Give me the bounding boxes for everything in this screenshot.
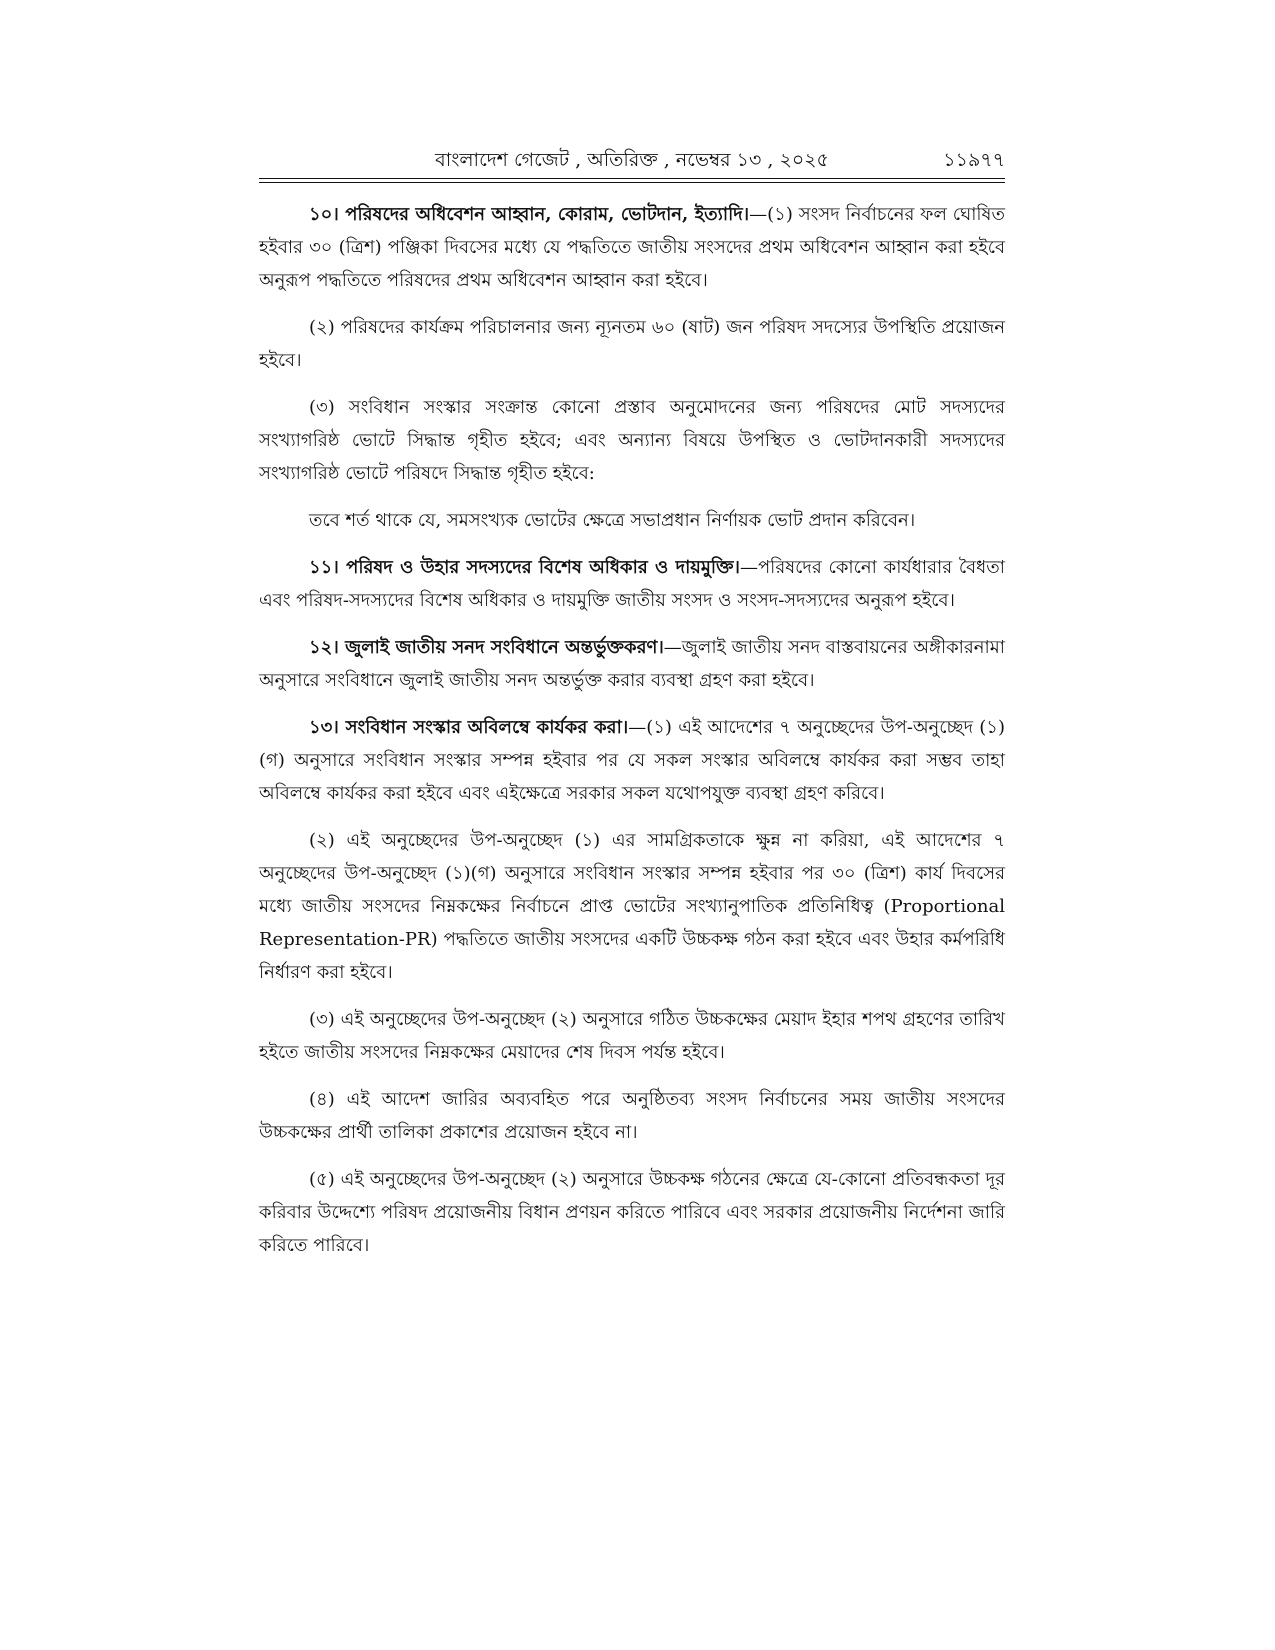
paragraph-text: (৩) এই অনুচ্ছেদের উপ-অনুচ্ছেদ (২) অনুসারে গঠিত উচ্চকক্ষের মেয়াদ ইহার শপথ গ্রহণের তারিখ হইতে জাতীয় সংসদের নিম্নকক্ষের মেয়াদের শেষ দিবস পর্যন্ত হইবে। — [259, 1009, 1005, 1063]
gazette-header-title: বাংলাদেশ গেজেট , অতিরিক্ত , নভেম্বর ১৩ , ২০২৫ — [435, 149, 829, 171]
paragraph-text: —(১) এই আদেশের ৭ অনুচ্ছেদের উপ-অনুচ্ছেদ (১)(গ) অনুসারে সংবিধান সংস্কার সম্পন্ন হইবার পর যে সকল সংস্কার অবিলম্বে কার্যকর করা সম্ভব তাহা অবিলম্বে কার্যকর করা হইবে এবং এইক্ষেত্রে সরকার সকল যথোপযুক্ত ব্যবস্থা গ্রহণ করিবে। — [259, 717, 1006, 804]
page-header — [259, 146, 1005, 180]
paragraph-section-10 — [259, 198, 1005, 297]
paragraph-section-13-5 — [259, 1163, 1005, 1262]
section-heading: ১২। জুলাই জাতীয় সনদ সংবিধানে অন্তর্ভুক্তকরণ। — [309, 637, 664, 658]
header-rule-bottom — [259, 182, 1005, 183]
paragraph-proviso — [259, 504, 1005, 537]
paragraph-section-13-2 — [259, 824, 1005, 989]
paragraph-section-13-4 — [259, 1083, 1005, 1149]
paragraph-section-10-3 — [259, 391, 1005, 490]
paragraph-text: (৪) এই আদেশ জারির অব্যবহিত পরে অনুষ্ঠিতব্য সংসদ নির্বাচনের সময় জাতীয় সংসদের উচ্চকক্ষের প্রার্থী তালিকা প্রকাশের প্রয়োজন হইবে না। — [259, 1089, 1005, 1143]
paragraph-text: —পরিষদের কোনো কার্যধারার বৈধতা এবং পরিষদ-সদস্যদের বিশেষ অধিকার ও দায়মুক্তি জাতীয় সংসদ ও সংসদ-সদস্যদের অনুরূপ হইবে। — [259, 557, 1005, 611]
paragraph-section-13-3 — [259, 1003, 1005, 1069]
paragraph-section-12 — [259, 631, 1005, 697]
page-number: ১১৯৭৭ — [943, 149, 1005, 171]
section-heading: ১১। পরিষদ ও উহার সদস্যদের বিশেষ অধিকার ও দায়মুক্তি। — [309, 557, 740, 578]
paragraph-section-13 — [259, 711, 1005, 810]
paragraph-text: (২) পরিষদের কার্যক্রম পরিচালনার জন্য ন্যূনতম ৬০ (ষাট) জন পরিষদ সদস্যের উপস্থিতি প্রয়োজন হইবে। — [259, 317, 1005, 371]
section-heading: ১৩। সংবিধান সংস্কার অবিলম্বে কার্যকর করা। — [309, 717, 629, 738]
paragraph-text: তবে শর্ত থাকে যে, সমসংখ্যক ভোটের ক্ষেত্রে সভাপ্রধান নির্ণায়ক ভোট প্রদান করিবেন। — [309, 510, 916, 531]
paragraph-text: —জুলাই জাতীয় সনদ বাস্তবায়নের অঙ্গীকারনামা অনুসারে সংবিধানে জুলাই জাতীয় সনদ অন্তর্ভুক্ত করার ব্যবস্থা গ্রহণ করা হইবে। — [259, 637, 1005, 691]
paragraph-text: (২) এই অনুচ্ছেদের উপ-অনুচ্ছেদ (১) এর সামগ্রিকতাকে ক্ষুন্ন না করিয়া, এই আদেশের ৭ অনুচ্ছেদের উপ-অনুচ্ছেদ (১)(গ) অনুসারে সংবিধান সংস্কার সম্পন্ন হইবার পর ৩০ (ত্রিশ) কার্য দিবসের মধ্যে জাতীয় সংসদের নিম্নকক্ষের নির্বাচনে প্রাপ্ত ভোটের সংখ্যানুপাতিক প্রতিনিধিত্ব (Proportional Representation-PR) পদ্ধতিতে জাতীয় সংসদের একটি উচ্চকক্ষ গঠন করা হইবে এবং উহার কর্মপরিধি নির্ধারণ করা হইবে। — [259, 830, 1005, 983]
document-body — [259, 198, 1005, 1276]
paragraph-text: (৫) এই অনুচ্ছেদের উপ-অনুচ্ছেদ (২) অনুসারে উচ্চকক্ষ গঠনের ক্ষেত্রে যে-কোনো প্রতিবন্ধকতা দূর করিবার উদ্দেশ্যে পরিষদ প্রয়োজনীয় বিধান প্রণয়ন করিতে পারিবে এবং সরকার প্রয়োজনীয় নির্দেশনা জারি করিতে পারিবে। — [259, 1169, 1005, 1256]
paragraph-text: (৩) সংবিধান সংস্কার সংক্রান্ত কোনো প্রস্তাব অনুমোদনের জন্য পরিষদের মোট সদস্যদের সংখ্যাগরিষ্ঠ ভোটে সিদ্ধান্ত গৃহীত হইবে; এবং অন্যান্য বিষয়ে উপস্থিত ও ভোটদানকারী সদস্যদের সংখ্যাগরিষ্ঠ ভোটে পরিষদে সিদ্ধান্ত গৃহীত হইবে: — [259, 397, 1005, 484]
header-rule-top — [259, 178, 1005, 179]
paragraph-section-10-2 — [259, 311, 1005, 377]
section-heading: ১০। পরিষদের অধিবেশন আহ্বান, কোরাম, ভোটদান, ইত্যাদি। — [309, 204, 750, 225]
paragraph-text: —(১) সংসদ নির্বাচনের ফল ঘোষিত হইবার ৩০ (ত্রিশ) পঞ্জিকা দিবসের মধ্যে যে পদ্ধতিতে জাতীয় সংসদের প্রথম অধিবেশন আহ্বান করা হইবে অনুরূপ পদ্ধতিতে পরিষদের প্রথম অধিবেশন আহ্বান করা হইবে। — [259, 204, 1005, 291]
paragraph-section-11 — [259, 551, 1005, 617]
